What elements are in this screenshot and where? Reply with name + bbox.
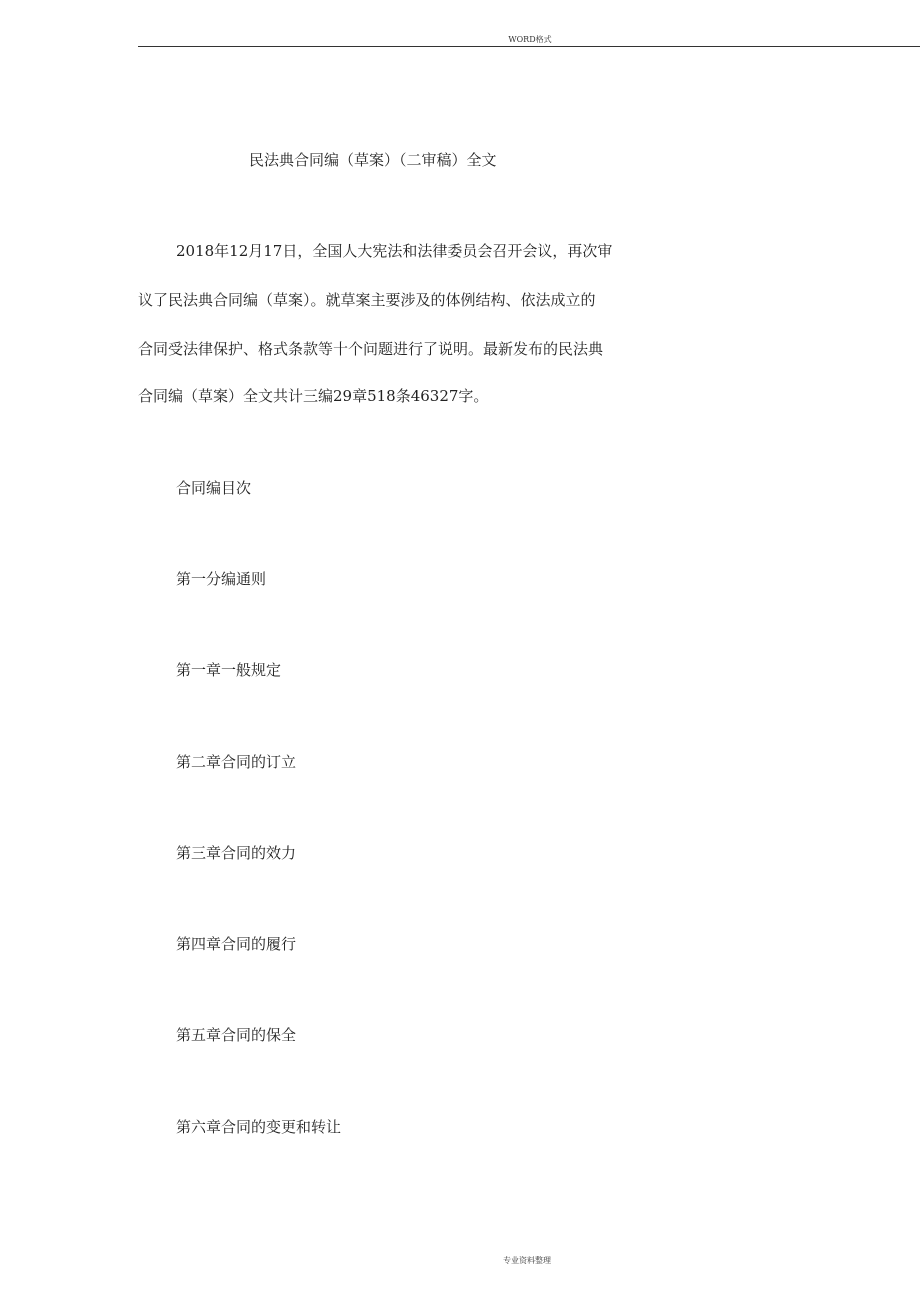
page-header-text: WORD格式 xyxy=(508,35,552,44)
toc-item-chapter-6: 第六章合同的变更和转让 xyxy=(176,1118,342,1136)
intro-paragraph-line-1: 2018年12月17日，全国人大宪法和法律委员会召开会议，再次审 xyxy=(176,242,613,260)
toc-heading: 合同编目次 xyxy=(176,479,252,497)
document-title: 民法典合同编（草案）（二审稿）全文 xyxy=(249,151,497,169)
toc-item-chapter-2: 第二章合同的订立 xyxy=(176,753,297,771)
header-divider xyxy=(138,46,920,47)
toc-item-chapter-4: 第四章合同的履行 xyxy=(176,935,297,953)
intro-paragraph-line-4: 合同编（草案）全文共计三编29章518条46327字。 xyxy=(138,387,489,405)
page-footer-text: 专业资料整理 xyxy=(503,1256,551,1265)
intro-paragraph-line-2: 议了民法典合同编（草案）。就草案主要涉及的体例结构、依法成立的 xyxy=(138,291,596,309)
intro-paragraph-line-3: 合同受法律保护、格式条款等十个问题进行了说明。最新发布的民法典 xyxy=(138,340,604,358)
toc-item-chapter-3: 第三章合同的效力 xyxy=(176,844,297,862)
toc-item-chapter-5: 第五章合同的保全 xyxy=(176,1026,297,1044)
toc-item-part-1: 第一分编通则 xyxy=(176,570,267,588)
toc-item-chapter-1: 第一章一般规定 xyxy=(176,661,282,679)
